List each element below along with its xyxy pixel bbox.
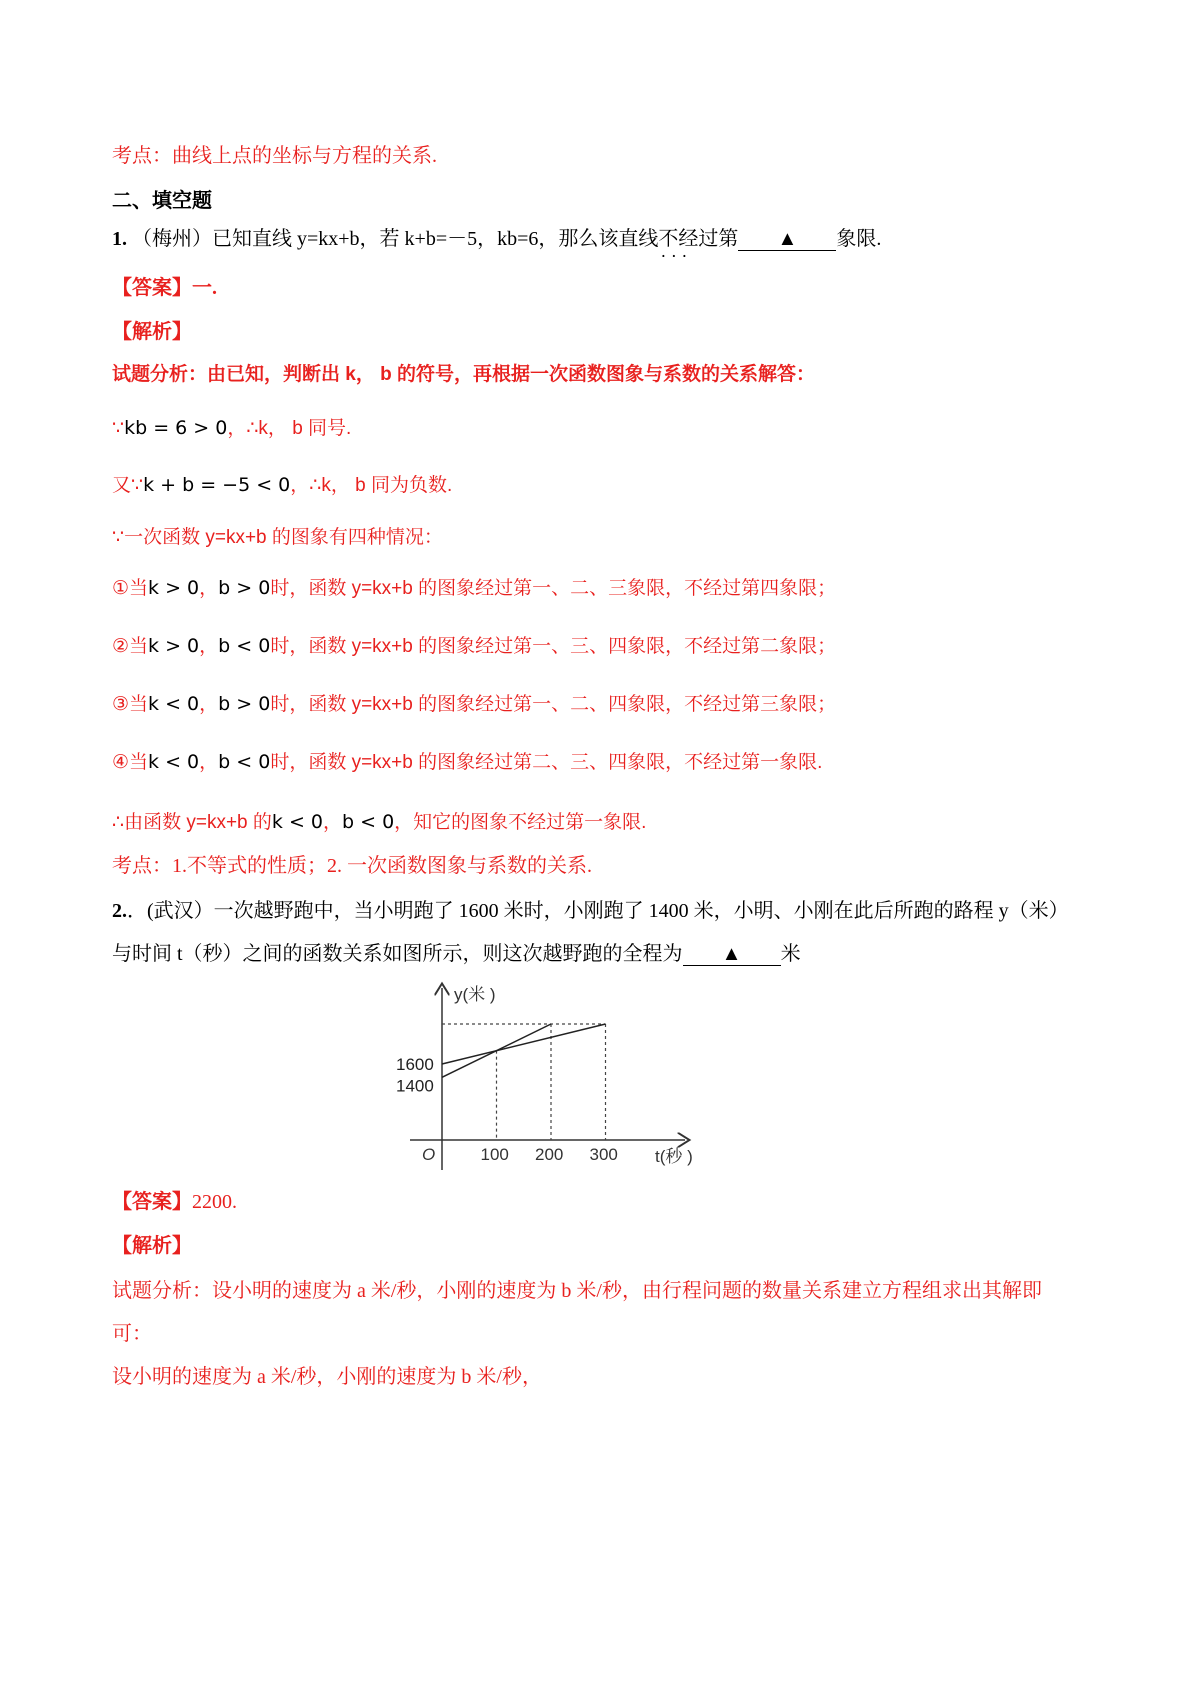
answer-blank: ▲ — [738, 228, 836, 251]
question-1-end: 象限. — [836, 228, 882, 250]
kaodian-curve-points: 考点：曲线上点的坐标与方程的关系. — [112, 145, 437, 167]
question-2-text: ．(武汉）一次越野跑中，当小明跑了 1600 米时，小刚跑了 1400 米，小明、小刚在此后所跑的路程 y（米） — [127, 900, 1069, 922]
case-prefix: ③当 — [112, 694, 149, 715]
case-prefix: ①当 — [112, 578, 149, 599]
answer-1 — [112, 274, 1140, 302]
answer-value: 一. — [192, 277, 217, 299]
question-1-text-post: 第 — [718, 228, 739, 250]
series-line-1 — [442, 1024, 606, 1064]
question-1-number: 1. — [112, 228, 127, 250]
answer-value: 2200. — [192, 1191, 237, 1213]
answer-2 — [112, 1188, 1140, 1216]
case-text: 时，函数 y=kx+b 的图象经过第二、三、四象限，不经过第一象限. — [270, 752, 823, 773]
question-1 — [112, 225, 1140, 253]
question-2-line-1 — [112, 897, 1140, 925]
x-tick-label: 100 — [480, 1145, 509, 1164]
q2-analysis-line-1: 试题分析：设小明的速度为 a 米/秒，小刚的速度为 b 米/秒，由行程问题的数量关系建立方程组求出其解即 — [112, 1280, 1042, 1302]
math-b-condition: b < 0 — [342, 811, 395, 833]
analysis-label-1: 【解析】 — [112, 321, 192, 343]
case-text: 时，函数 y=kx+b 的图象经过第一、二、四象限，不经过第三象限； — [270, 694, 837, 715]
answer-label: 【答案】 — [112, 277, 192, 299]
analysis-line-1 — [112, 414, 1140, 443]
y-axis-label: y(米 ) — [454, 985, 496, 1004]
case-2: ②当k > 0，b < 0时，函数 y=kx+b 的图象经过第一、三、四象限，不经过第二象限； — [112, 635, 837, 657]
answer-label: 【答案】 — [112, 1191, 192, 1213]
case-prefix: ②当 — [112, 636, 149, 657]
section-title: 二、填空题 — [112, 190, 212, 212]
because-symbol: 又∵ — [112, 475, 144, 496]
question-2-text-2: 与时间 t（秒）之间的函数关系如图所示，则这次越野跑的全程为 — [112, 943, 683, 965]
x-axis-label: t(秒 ) — [655, 1147, 693, 1166]
analysis-line-2 — [112, 471, 1140, 500]
question-2-number: 2. — [112, 900, 127, 922]
analysis-line-1-text: ，∴k， b 同号. — [227, 418, 352, 439]
math-k-condition: k < 0 — [148, 751, 200, 773]
math-k-condition: k > 0 — [148, 635, 200, 657]
case-text: 时，函数 y=kx+b 的图象经过第一、二、三象限，不经过第四象限； — [270, 578, 837, 599]
emphasis-dotted-text: 不经过 · · · — [658, 228, 718, 250]
answer-blank: ▲ — [683, 943, 781, 966]
q2-analysis-line-3: 设小明的速度为 a 米/秒，小刚的速度为 b 米/秒， — [112, 1366, 542, 1388]
math-kb: kb = 6 > 0 — [124, 417, 228, 439]
question-2-line-2 — [112, 940, 1140, 968]
analysis-label-2: 【解析】 — [112, 1235, 192, 1257]
case-3: ③当k < 0，b > 0时，函数 y=kx+b 的图象经过第一、二、四象限，不经过第三象限； — [112, 693, 837, 715]
case-4: ④当k < 0，b < 0时，函数 y=kx+b 的图象经过第二、三、四象限，不经过第一象限. — [112, 751, 823, 773]
case-1: ①当k > 0，b > 0时，函数 y=kx+b 的图象经过第一、二、三象限，不经过第四象限； — [112, 577, 837, 599]
y-tick-label: 1400 — [396, 1076, 434, 1096]
x-tick-label: 300 — [589, 1145, 618, 1164]
case-prefix: ④当 — [112, 752, 149, 773]
analysis-intro: 试题分析：由已知，判断出 k， b 的符号，再根据一次函数图象与系数的关系解答： — [112, 364, 816, 385]
conclusion-text: ∴由函数 y=kx+b 的 — [112, 812, 272, 833]
question-1-text: （梅州）已知直线 y=kx+b，若 k+b=－5，kb=6，那么该直线 — [132, 228, 659, 250]
math-b-condition: b < 0 — [218, 751, 271, 773]
math-k-condition: k > 0 — [148, 577, 200, 599]
analysis-line-2-text: ，∴k， b 同为负数. — [290, 475, 453, 496]
origin-label: O — [422, 1145, 436, 1164]
math-b-condition: b > 0 — [218, 577, 271, 599]
because-symbol: ∵ — [112, 418, 125, 439]
conclusion-text-end: ，知它的图象不经过第一象限. — [394, 812, 647, 833]
math-k-plus-b: k + b = −5 < 0 — [143, 474, 291, 496]
case-text: 时，函数 y=kx+b 的图象经过第一、三、四象限，不经过第二象限； — [270, 636, 837, 657]
math-k-condition: k < 0 — [271, 811, 323, 833]
question-2-unit: 米 — [780, 943, 801, 965]
math-b-condition: b > 0 — [218, 693, 271, 715]
kaodian-q1: 考点：1.不等式的性质；2. 一次函数图象与系数的关系. — [112, 855, 592, 877]
analysis-conclusion: ∴由函数 y=kx+b 的k < 0，b < 0，知它的图象不经过第一象限. — [112, 811, 647, 833]
x-tick-label: 200 — [535, 1145, 564, 1164]
distance-time-graph — [390, 978, 720, 1188]
y-tick-label: 1600 — [396, 1055, 434, 1074]
math-b-condition: b < 0 — [218, 635, 271, 657]
math-k-condition: k < 0 — [148, 693, 200, 715]
q2-analysis-line-2: 可： — [112, 1323, 152, 1345]
analysis-line-3: ∵一次函数 y=kx+b 的图象有四种情况： — [112, 527, 443, 548]
